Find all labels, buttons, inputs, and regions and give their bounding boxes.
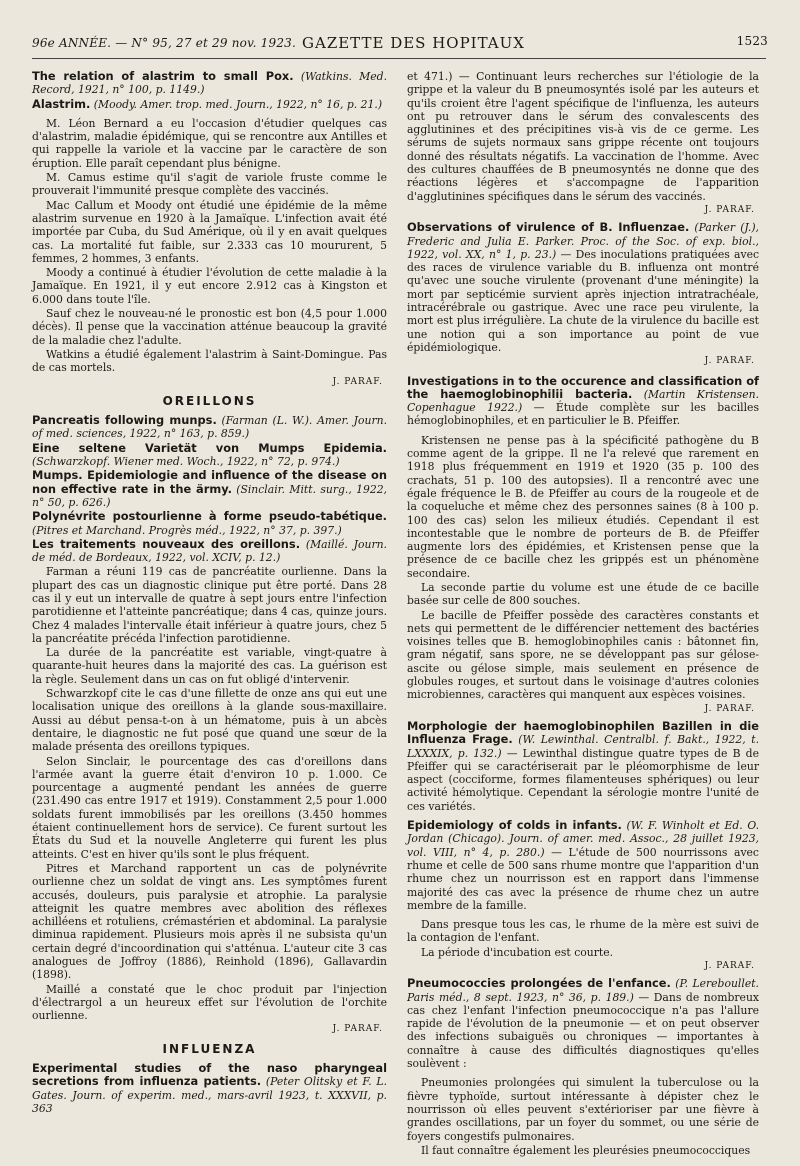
- paragraph: Kristensen ne pense pas à la spécificité pathogène du B comme agent de la grippe. Il ne l'a relevé que rarement en 1918 plus fréquemment en 1919 et 1920 (35 p. 100 des crachats, 51 p. 100 des autopsies). Il a rencontré avec une égale fréquence le B. de Pfeiffer au cours de la rougeole et de la coqueluche et même chez des personnes saines (8 à 100 p. 100 des cas) selon les milieux étudiés. Cependant il est incontestable que le nombre de porteurs de B. de Pfeiffer augmente lors des épidémies, et Kristensen pense que la présence de ce bacille chez les grippés est un phénomène secondaire.: [407, 433, 759, 580]
- article-reference: (Sinclair. Mitt. surg., 1922, n° 50, p. 626.): [32, 482, 387, 509]
- paragraph: Dans presque tous les cas, le rhume de la mère est suivi de la contagion de l'enfant.: [407, 918, 759, 945]
- article-text: — Dans de nombreux cas chez l'enfant l'infection pneumococcique n'a pas l'allure rapide de l'évolution de la pneumonie — et on peut observer des infections subaiguës ou chroniques — importantes à connaître à cause des difficultés diagnostiques qu'elles soulèvent :: [407, 990, 759, 1071]
- article-reference: (Moody. Amer. trop. med. Journ., 1922, n° 16, p. 21.): [93, 97, 383, 111]
- author-byline: J. PARAF.: [704, 703, 755, 714]
- article-title: Eine seltene Varietät von Mumps Epidemia.: [32, 440, 387, 455]
- right-column: [407, 70, 759, 1158]
- article-title: Morphologie der haemoglobinophilen Bazillen in die Influenza Frage.: [407, 718, 759, 747]
- article-title: Alastrim.: [32, 96, 91, 111]
- article-virulence: [407, 221, 759, 368]
- page-header: [32, 34, 768, 54]
- article-colds-infants: [407, 819, 759, 912]
- article-reference: (Maillé. Journ. de méd. de Bordeaux, 1922, vol. XCIV, p. 12.): [32, 537, 387, 565]
- paragraph: Le bacille de Pfeiffer possède des caractères constants et nets qui permettent de le différencier nettement des bactéries voisines telles que B. hemoglobinophiles canis : bâtonnet fin, gram négatif, sans spore, ne se développant pas sur gélose-ascite ou gélose simple, mais seulement en présence de globules rouges, et surtout dans le voisinage d'autres colonies microbiennes, caractères qui manquent aux espèces voisines.: [407, 608, 759, 702]
- article-reference: (Farman (L. W.). Amer. Journ. of med. sciences, 1922, n° 163, p. 859.): [32, 414, 388, 441]
- article-reference: (Martin Kristensen. Copenhague 1922.): [407, 387, 759, 415]
- paragraph: Moody a continué à étudier l'évolution de cette maladie à la Jamaïque. En 1921, il y eut encore 2.912 cas à Kingston et 6.000 dans toute l'île.: [32, 266, 387, 306]
- article-reference: (Watkins. Med. Record, 1921, n° 100, p. 1149.): [32, 70, 388, 97]
- author-byline: J. PARAF.: [704, 356, 755, 367]
- article-reference: (W. F. Winholt et Ed. O. Jordan (Chicago). Journ. of amer. med. Assoc., 28 juillet 1923, vol. VIII, n° 4, p. 280.): [407, 819, 760, 859]
- article-text: — Des inoculations pratiquées avec des races de virulence variable du B. influenza ont montré qu'avec une souche virulente (provenant d'une méningite) la mort par septicémie survient après injection intratrachéale, intracérébrale ou gastrique. Avec une race peu virulente, la mort est plus irrégulière. La chute de la virulence du bacille est une notion qui a son importance au point de vue épidémiologique.: [407, 247, 760, 354]
- article-title: Polynévrite postourlienne à forme pseudo-tabétique.: [32, 509, 387, 524]
- article-title: Observations of virulence of B. Influenzae.: [407, 220, 690, 235]
- article-oreillons-heads: [32, 414, 387, 564]
- article-text: — Lewinthal distingue quatre types de B de Pfeiffer qui se caractériserait par le pléomorphisme de leur aspect (cocciforme, formes filamenteuses sphériques) ou leur activité hémolytique. Cependant la sérologie montre l'unité de ces variétés.: [407, 746, 759, 813]
- author-byline: J. PARAF.: [704, 204, 755, 215]
- paragraph: Sauf chez le nouveau-né le pronostic est bon (4,5 pour 1.000 décès). Il pense que la vaccination atténue beaucoup la gravité de la maladie chez l'adulte.: [32, 307, 387, 347]
- paragraph: Schwarzkopf cite le cas d'une fillette de onze ans qui eut une localisation unique des oreillons à la glande sous-maxillaire. Aussi au début pensa-t-on à un hématome, puis à un abcès dentaire, le diagnostic ne fut posé que quand une sœur de la malade présenta des oreillons typiques.: [32, 687, 387, 754]
- article-reference: (W. Lewinthal. Centralbl. f. Bakt., 1922, t. LXXXIX, p. 132.): [407, 733, 760, 760]
- paragraph: La seconde partie du volume est une étude de ce bacille basée sur celle de 800 souches.: [407, 580, 759, 608]
- header-rule: [32, 58, 766, 59]
- paragraph: Watkins a étudié également l'alastrim à Saint-Domingue. Pas de cas mortels.: [32, 347, 387, 375]
- left-column: [32, 70, 387, 1116]
- article-reference: (Schwarzkopf. Wiener med. Woch., 1922, n° 72, p. 974.): [32, 455, 340, 469]
- section-heading-oreillons: OREILLONS: [162, 393, 257, 408]
- article-title: Investigations in to the occurence and classification of the haemoglobinophilii bacteria.: [407, 373, 759, 401]
- paragraph: La période d'incubation est courte.: [421, 945, 614, 959]
- article-morphologie: [407, 720, 759, 813]
- paragraph: M. Camus estime qu'il s'agit de variole fruste comme le prouverait l'immunité presque complète des vaccinés.: [32, 171, 387, 198]
- paragraph: Il faut connaître également les pleurésies pneumococciques: [421, 1143, 751, 1157]
- paragraph: M. Léon Bernard a eu l'occasion d'étudier quelques cas d'alastrim, maladie épidémique, qui se rencontre aux Antilles et qui rappelle la variole et la vaccine par le caractère de son éruption. Elle paraît cependant plus bénigne.: [32, 116, 387, 170]
- issue-info: 96e ANNÉE. — N° 95, 27 et 29 nov. 1923.: [32, 36, 297, 50]
- article-title: Epidemiology of colds in infants.: [407, 818, 622, 833]
- author-byline: J. PARAF.: [332, 1024, 383, 1035]
- article-title: Les traitements nouveaux des oreillons.: [32, 536, 301, 551]
- article-title: Mumps. Epidemiologie and influence of the disease on non effective rate in the ärmy.: [32, 468, 387, 496]
- page-number: 1523: [736, 34, 768, 48]
- article-reference: (Pitres et Marchand. Progrès méd., 1922, n° 37, p. 397.): [32, 523, 342, 537]
- section-heading-influenza: INFLUENZA: [162, 1041, 257, 1056]
- paragraph: Mac Callum et Moody ont étudié une épidémie de la même alastrim survenue en 1920 à la Jamaïque. L'infection avait été importée par Cuba, du Sud Amérique, où il y en avait quelques cas. La mortalité fut faible, sur 2.333 cas 10 moururent, 5 femmes, 2 hommes, 3 enfants.: [32, 198, 387, 265]
- author-byline: J. PARAF.: [332, 376, 383, 387]
- paragraph: Maillé a constaté que le choc produit par l'injection d'électrargol a un heureux effet sur l'évolution de l'orchite ourlienne.: [32, 982, 387, 1023]
- article-haemoglobinophilii: [407, 375, 759, 428]
- article-title: The relation of alastrim to small Pox.: [32, 69, 294, 83]
- article-alastrim: [32, 70, 387, 111]
- article-reference: (P. Lereboullet. Paris méd., 8 sept. 1923, n° 36, p. 189.): [407, 977, 759, 1004]
- article-influenza-head: [32, 1062, 387, 1115]
- article-title: Pancreatis following munps.: [32, 413, 217, 428]
- paragraph: Pitres et Marchand rapportent un cas de polynévrite ourlienne chez un soldat de vingt ans. Les symptômes furent accusés, douleurs, puis paralysie et atrophie. La paralysie atteignit les quatre membres avec abolition des réflexes achilléens et rotuliens, crémastérien et abdominal. La paralysie diminua rapidement. Plusieurs mois après il ne subsista qu'un certain degré d'incoordination qui s'atténua. L'auteur cite 3 cas analogues de Joffroy (1886), Reinhold (1896), Gallavardin (1898).: [32, 861, 387, 982]
- article-text: — Étude complète sur les bacilles hémoglobinophiles, et en particulier le B. Pfeiffer.: [407, 401, 759, 428]
- paragraph: Pneumonies prolongées qui simulent la tuberculose ou la fièvre typhoïde, surtout intéressante à dépister chez le nourrisson où elles peuvent s'extérioriser par une fièvre à grandes oscillations, par un foyer du sommet, ou une série de foyers congestifs pulmonaires.: [407, 1076, 759, 1143]
- paragraph: et 471.) — Continuant leurs recherches sur l'étiologie de la grippe et la valeur du B pneumosyntés isolé par les auteurs et qu'ils croient être l'agent spécifique de l'influenza, les auteurs ont pu retrouver dans le sérum des convalescents des agglutinines et des précipitines vis-à vis de ce germe. Les sérums de sujets normaux sans grippe récente ont toujours donné des résultats négatifs. La vaccination de l'homme. Avec des cultures chauffées de B pneumosyntés ne donne que des réactions légères et s'accompagne de l'apparition d'agglutinines spécifiques dans le sérum des vaccinés.: [407, 70, 759, 203]
- journal-title: GAZETTE DES HOPITAUX: [302, 34, 525, 52]
- article-pneumococcies: [407, 977, 759, 1070]
- paragraph: Selon Sinclair, le pourcentage des cas d'oreillons dans l'armée avant la guerre était d'environ 10 p. 1.000. Ce pourcentage a augmenté pendant les années de guerre (231.490 cas entre 1917 et 1919). Constamment 2,5 pour 1.000 soldats furent immobilisés par les oreillons (3.450 hommes étaient continuellement hors de service). Ce furent surtout les États du Sud et la nouvelle Angleterre qui furent les plus atteints. C'est en hiver qu'ils sont le plus fréquent.: [32, 754, 387, 861]
- article-reference: (Parker (J.), Frederic and Julia E. Parker. Proc. of the Soc. of exp. biol., 1922, vol. XX, n° 1, p. 23.): [407, 221, 759, 261]
- article-reference: (Peter Olitsky et F. L. Gates. Journ. of experim. med., mars-avril 1923, t. XXXVII, p. 363: [32, 1075, 387, 1115]
- article-title: Experimental studies of the naso pharyngeal secretions from influenza patients.: [32, 1061, 387, 1089]
- article-title: Pneumococcies prolongées de l'enfance.: [407, 976, 671, 991]
- paragraph: La durée de la pancréatite est variable, vingt-quatre à quarante-huit heures dans la majorité des cas. La guérison est la règle. Seulement dans un cas on fut obligé d'intervenir.: [32, 646, 387, 686]
- paragraph: Farman a réuni 119 cas de pancréatite ourlienne. Dans la plupart des cas un diagnostic clinique put être porté. Dans 28 cas il y eut un intervalle de quatre à sept jours entre l'infection parotidienne et l'atteinte pancréatique; dans 4 cas, quinze jours. Chez 4 malades l'intervalle était inférieur à quatre jours, chez 5 la pancréatite précéda l'infection parotidienne.: [32, 565, 387, 645]
- author-byline: J. PARAF.: [704, 961, 755, 971]
- article-text: — L'étude de 500 nourrissons avec rhume et celle de 500 sans rhume montre que l'apparition d'un rhume chez un nourrisson est en rapport dans l'immense majorité des cas avec la présence de rhume chez un autre membre de la famille.: [407, 845, 759, 912]
